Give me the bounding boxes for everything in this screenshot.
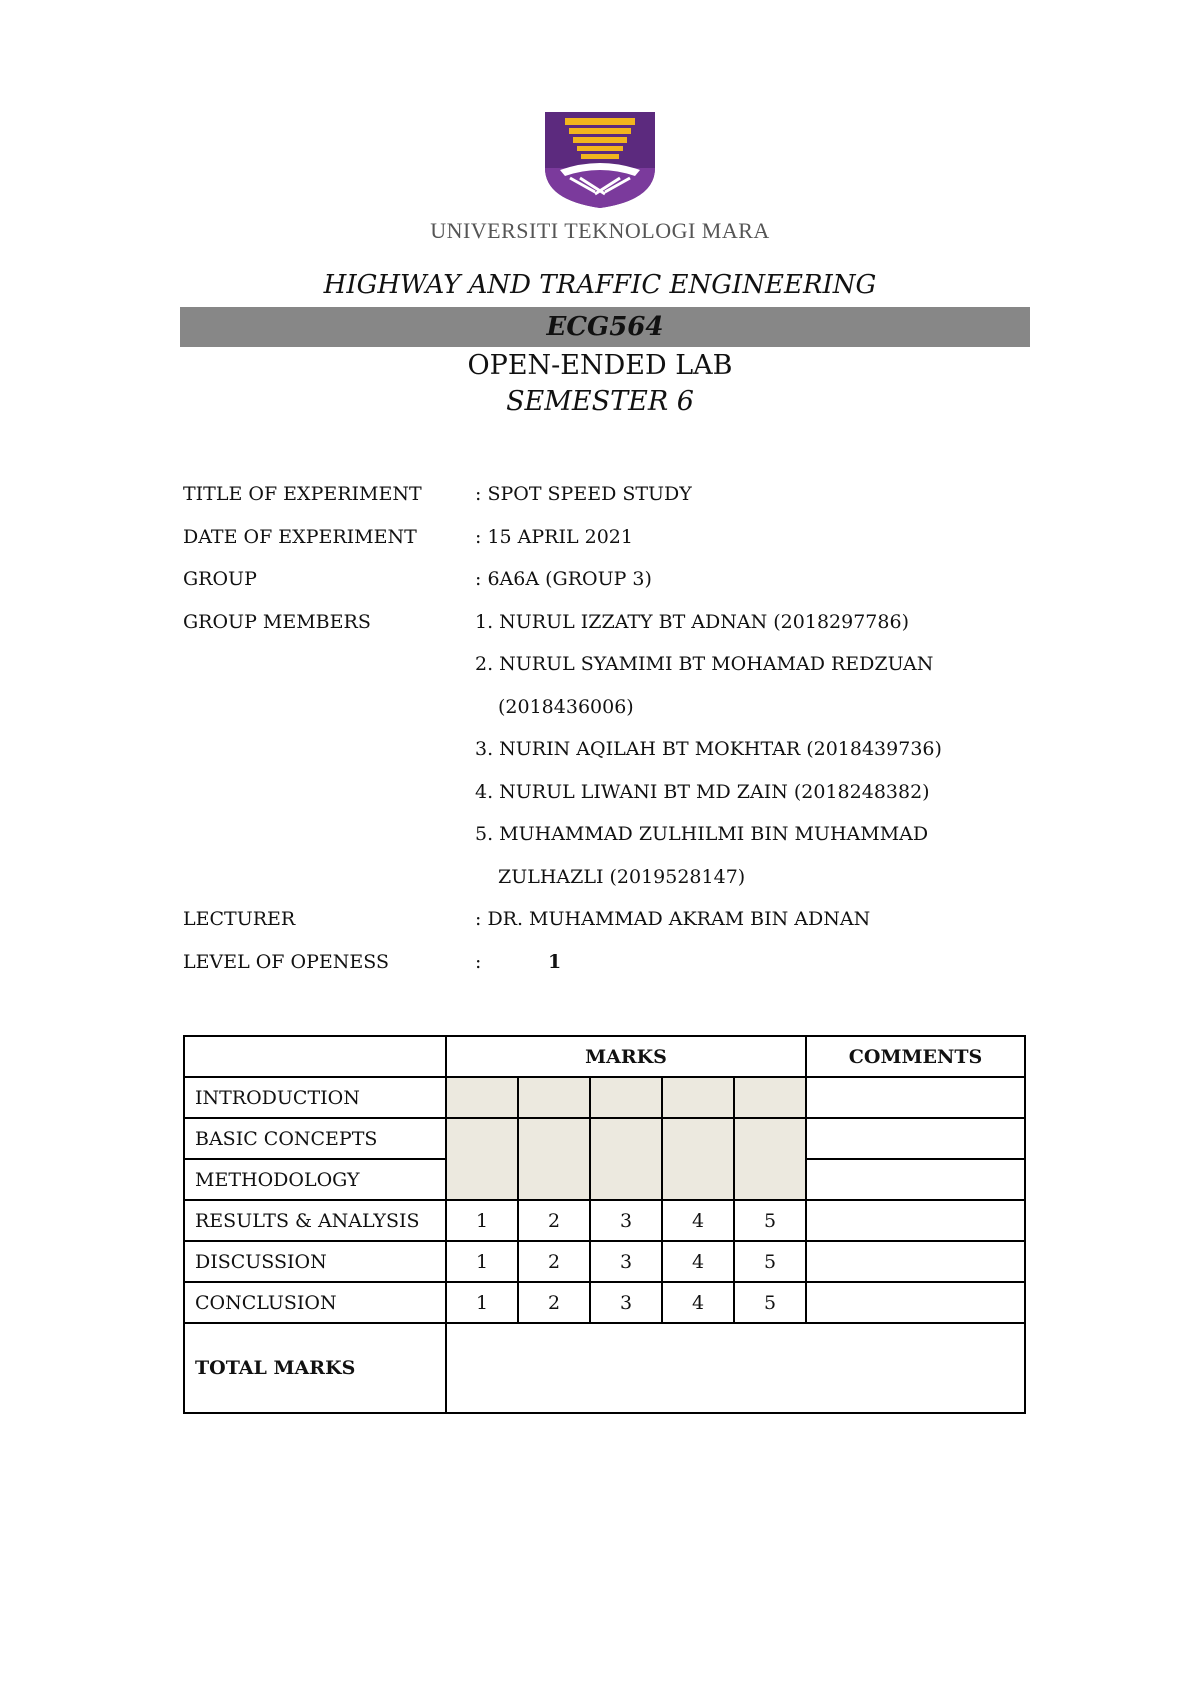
shaded-cell <box>590 1118 662 1200</box>
openess-label: LEVEL OF OPENESS <box>183 950 389 973</box>
experiment-info <box>183 480 1043 990</box>
header-blank-cell <box>184 1036 446 1077</box>
row-label-results-analysis: RESULTS & ANALYSIS <box>184 1200 446 1241</box>
member-2: 2. NURUL SYAMIMI BT MOHAMAD REDZUAN <box>475 653 934 675</box>
total-row <box>184 1323 1025 1413</box>
date-label: DATE OF EXPERIMENT <box>183 525 417 548</box>
title-value: : SPOT SPEED STUDY <box>475 483 692 505</box>
score-option[interactable]: 4 <box>662 1241 734 1282</box>
comment-cell[interactable] <box>806 1077 1025 1118</box>
score-option[interactable]: 3 <box>590 1241 662 1282</box>
member-2-id: (2018436006) <box>498 695 634 718</box>
shaded-cell <box>518 1118 590 1200</box>
total-marks-label: TOTAL MARKS <box>184 1323 446 1413</box>
uitm-logo <box>535 108 665 210</box>
shaded-cell <box>518 1077 590 1118</box>
score-option[interactable]: 4 <box>662 1200 734 1241</box>
info-row-title <box>183 480 1043 523</box>
group-value: : 6A6A (GROUP 3) <box>475 568 652 590</box>
date-value: : 15 APRIL 2021 <box>475 525 633 548</box>
score-option[interactable]: 2 <box>518 1282 590 1323</box>
table-row <box>184 1077 1025 1118</box>
score-option[interactable]: 1 <box>446 1241 518 1282</box>
shaded-cell <box>662 1118 734 1200</box>
table-header-row <box>184 1036 1025 1077</box>
member-1: 1. NURUL IZZATY BT ADNAN (2018297786) <box>475 610 909 633</box>
university-name: UNIVERSITI TEKNOLOGI MARA <box>430 218 770 243</box>
info-row-member-3 <box>183 735 1043 778</box>
marks-header: MARKS <box>446 1036 806 1077</box>
comment-cell[interactable] <box>806 1200 1025 1241</box>
title-label: TITLE OF EXPERIMENT <box>183 483 422 505</box>
score-option[interactable]: 2 <box>518 1241 590 1282</box>
info-row-openess <box>183 948 1043 991</box>
openess-value: 1 <box>548 950 562 973</box>
row-label-basic-concepts: BASIC CONCEPTS <box>184 1118 446 1159</box>
shaded-cell <box>734 1118 806 1200</box>
info-row-member-5-cont <box>183 863 1043 906</box>
table-row <box>184 1200 1025 1241</box>
score-option[interactable]: 2 <box>518 1200 590 1241</box>
lecturer-value: : DR. MUHAMMAD AKRAM BIN ADNAN <box>475 908 871 930</box>
lecturer-label: LECTURER <box>183 908 296 930</box>
shaded-cell <box>590 1077 662 1118</box>
info-row-date <box>183 523 1043 566</box>
table-row <box>184 1282 1025 1323</box>
openess-colon: : <box>475 950 482 973</box>
row-label-methodology: METHODOLOGY <box>184 1159 446 1200</box>
table-row <box>184 1118 1025 1159</box>
score-option[interactable]: 3 <box>590 1282 662 1323</box>
comments-header: COMMENTS <box>806 1036 1025 1077</box>
info-row-member-5 <box>183 820 1043 863</box>
comment-cell[interactable] <box>806 1118 1025 1159</box>
lab-type: OPEN-ENDED LAB <box>467 350 733 381</box>
course-code-bar <box>180 307 1030 347</box>
comment-cell[interactable] <box>806 1159 1025 1200</box>
info-row-member-2-cont <box>183 693 1043 736</box>
row-label-introduction: INTRODUCTION <box>184 1077 446 1118</box>
members-label: GROUP MEMBERS <box>183 610 371 633</box>
info-row-member-4 <box>183 778 1043 821</box>
semester: SEMESTER 6 <box>506 386 694 417</box>
shaded-cell <box>734 1077 806 1118</box>
shaded-cell <box>446 1118 518 1200</box>
info-row-members <box>183 608 1043 651</box>
row-label-conclusion: CONCLUSION <box>184 1282 446 1323</box>
comment-cell[interactable] <box>806 1282 1025 1323</box>
course-code: ECG564 <box>546 312 664 342</box>
course-title: HIGHWAY AND TRAFFIC ENGINEERING <box>323 270 877 300</box>
total-marks-cell[interactable] <box>446 1323 1025 1413</box>
table-row <box>184 1241 1025 1282</box>
member-5-id: ZULHAZLI (2019528147) <box>498 865 746 888</box>
shaded-cell <box>446 1077 518 1118</box>
member-5: 5. MUHAMMAD ZULHILMI BIN MUHAMMAD <box>475 823 929 845</box>
score-option[interactable]: 4 <box>662 1282 734 1323</box>
member-3: 3. NURIN AQILAH BT MOKHTAR (2018439736) <box>475 738 942 760</box>
score-option[interactable]: 5 <box>734 1200 806 1241</box>
marks-table <box>183 1035 1026 1414</box>
info-row-lecturer <box>183 905 1043 948</box>
comment-cell[interactable] <box>806 1241 1025 1282</box>
member-4: 4. NURUL LIWANI BT MD ZAIN (2018248382) <box>475 780 930 803</box>
row-label-discussion: DISCUSSION <box>184 1241 446 1282</box>
score-option[interactable]: 1 <box>446 1200 518 1241</box>
score-option[interactable]: 5 <box>734 1282 806 1323</box>
info-row-group <box>183 565 1043 608</box>
score-option[interactable]: 3 <box>590 1200 662 1241</box>
score-option[interactable]: 1 <box>446 1282 518 1323</box>
info-row-member-2 <box>183 650 1043 693</box>
group-label: GROUP <box>183 568 257 590</box>
shaded-cell <box>662 1077 734 1118</box>
score-option[interactable]: 5 <box>734 1241 806 1282</box>
